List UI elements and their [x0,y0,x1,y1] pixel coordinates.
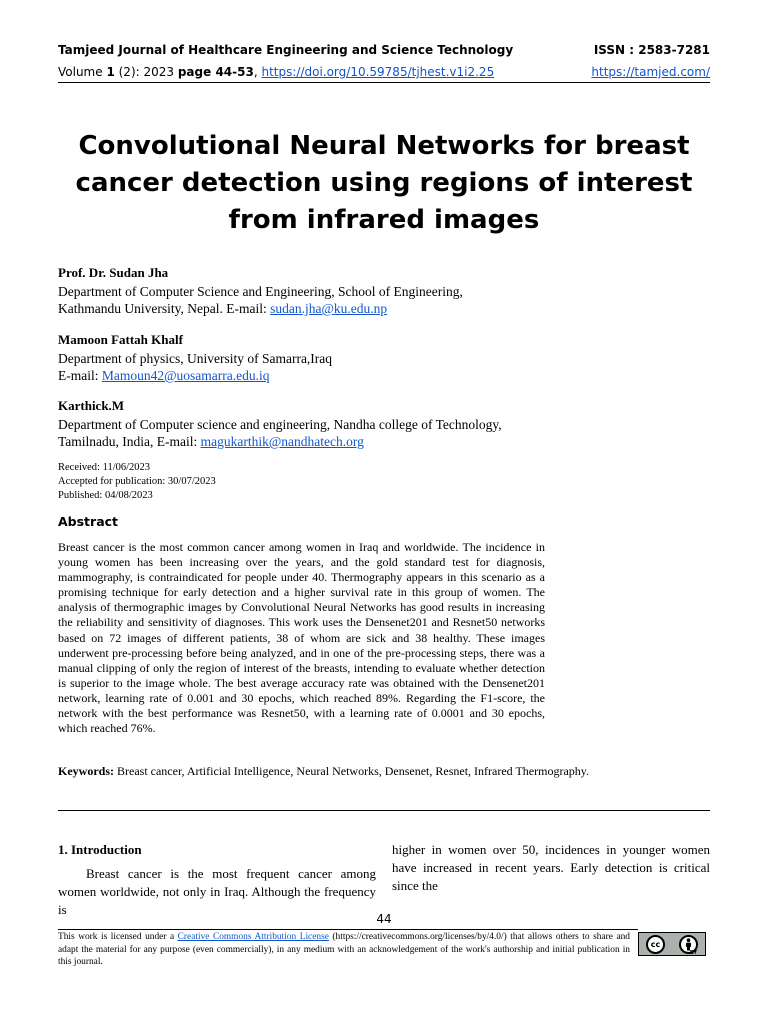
separator: , [253,65,262,79]
author-name: Prof. Dr. Sudan Jha [58,265,169,280]
section-rule [58,810,710,811]
keywords-label: Keywords: [58,764,114,778]
contact-prefix: Tamilnadu, India, E-mail: [58,434,201,449]
page-number: 44 [376,912,392,926]
cc-icon: cc [646,935,665,954]
person-icon [683,938,694,951]
author-block-2 [58,332,332,384]
author-contact [58,300,463,317]
introduction-column-2: higher in women over 50, incidences in younger women have increased in recent years. Early detection is critical since the [392,842,710,893]
contact-prefix: Kathmandu University, Nepal. E-mail: [58,301,271,316]
keywords [58,764,589,779]
author-email-link[interactable]: magukarthik@nandhatech.org [200,434,364,449]
abstract-text: Breast cancer is the most common cancer among women in Iraq and worldwide. The incidence in young women has been increasing over the years, and the gold standard test for diagnosis, mammography, is contraindicated for people under 40. Thermography appears in this scenario as a promising technique for early detection and a higher survival rate in this group of women. The analysis of thermographic images by Convolutional Neural Networks has good results in increasing the reliability and sensitivity of diagnoses. This work uses the Densenet201 and Resnet50 networks based on 72 images of different patients, 38 of whom are sick and 38 healthy. These images underwent pre-processing before being analyzed, and in one of the pre-processing steps, there was a manual clipping of only the region of interest of the breasts, intending to evaluate whether detection is superior to the image whole. The best average accuracy rate was obtained with the Densenet201 network, learning rate of 0.001 and 30 epochs, which reached 89%. Regarding the F1-score, the network with the best performance was Resnet50, with a learning rate of 0.0001 and 30 epochs, which reached 76%. [58,540,545,736]
license-note [58,931,630,969]
author-affiliation: Department of Computer science and engineering, Nandha college of Technology, [58,417,502,432]
author-name: Mamoon Fattah Khalf [58,332,183,347]
author-affiliation: Department of physics, University of Samarra,Iraq [58,351,333,366]
author-block-1 [58,265,463,317]
issn: ISSN : 2583-7281 [593,43,710,57]
publication-dates [58,461,216,503]
received-date: Received: 11/06/2023 [58,462,151,473]
accepted-date: Accepted for publication: 30/07/2023 [58,476,216,487]
volume-prefix: Volume [58,65,107,79]
license-suffix: (https://creativecommons.org/licenses/by/4.0/) that allows others to share and adapt the material for any purpose (even commercially), in any medium with an acknowledgement of the work's authorship and initial publication in this journal. [58,932,630,967]
author-name: Karthick.M [58,398,125,413]
author-email-link[interactable]: Mamoun42@uosamarra.edu.iq [101,368,270,383]
paper-title: Convolutional Neural Networks for breast cancer detection using regions of interest from infrared images [75,131,693,235]
introduction-heading: 1. Introduction [58,842,142,857]
volume-number: 1 [106,65,115,79]
keywords-text: Breast cancer, Artificial Intelligence, Neural Networks, Densenet, Resnet, Infrared Thermography. [114,764,589,778]
cc-by-badge[interactable] [638,932,706,956]
author-contact [58,433,502,450]
introduction-column-1: Breast cancer is the most frequent cancer among women worldwide, not only in Iraq. Although the frequency is [58,866,376,917]
author-affiliation: Department of Computer Science and Engineering, School of Engineering, [58,284,463,299]
author-contact [58,367,332,384]
by-label: BY [689,950,697,956]
footer-rule [58,929,638,930]
contact-prefix: E-mail: [58,368,102,383]
abstract-heading: Abstract [58,514,119,529]
journal-site-link[interactable]: https://tamjed.com/ [591,65,710,79]
author-email-link[interactable]: sudan.jha@ku.edu.np [270,301,388,316]
page-range: page 44-53 [177,65,254,79]
volume-line [58,65,494,79]
author-block-3 [58,398,502,450]
header-rule [58,82,710,83]
journal-name: Tamjeed Journal of Healthcare Engineering and Science Technology [58,43,514,57]
license-prefix: This work is licensed under a [58,932,178,942]
issue-year: (2): 2023 [114,65,178,79]
published-date: Published: 04/08/2023 [58,490,153,501]
license-link[interactable]: Creative Commons Attribution License [177,932,329,942]
doi-link[interactable]: https://doi.org/10.59785/tjhest.v1i2.25 [261,65,495,79]
